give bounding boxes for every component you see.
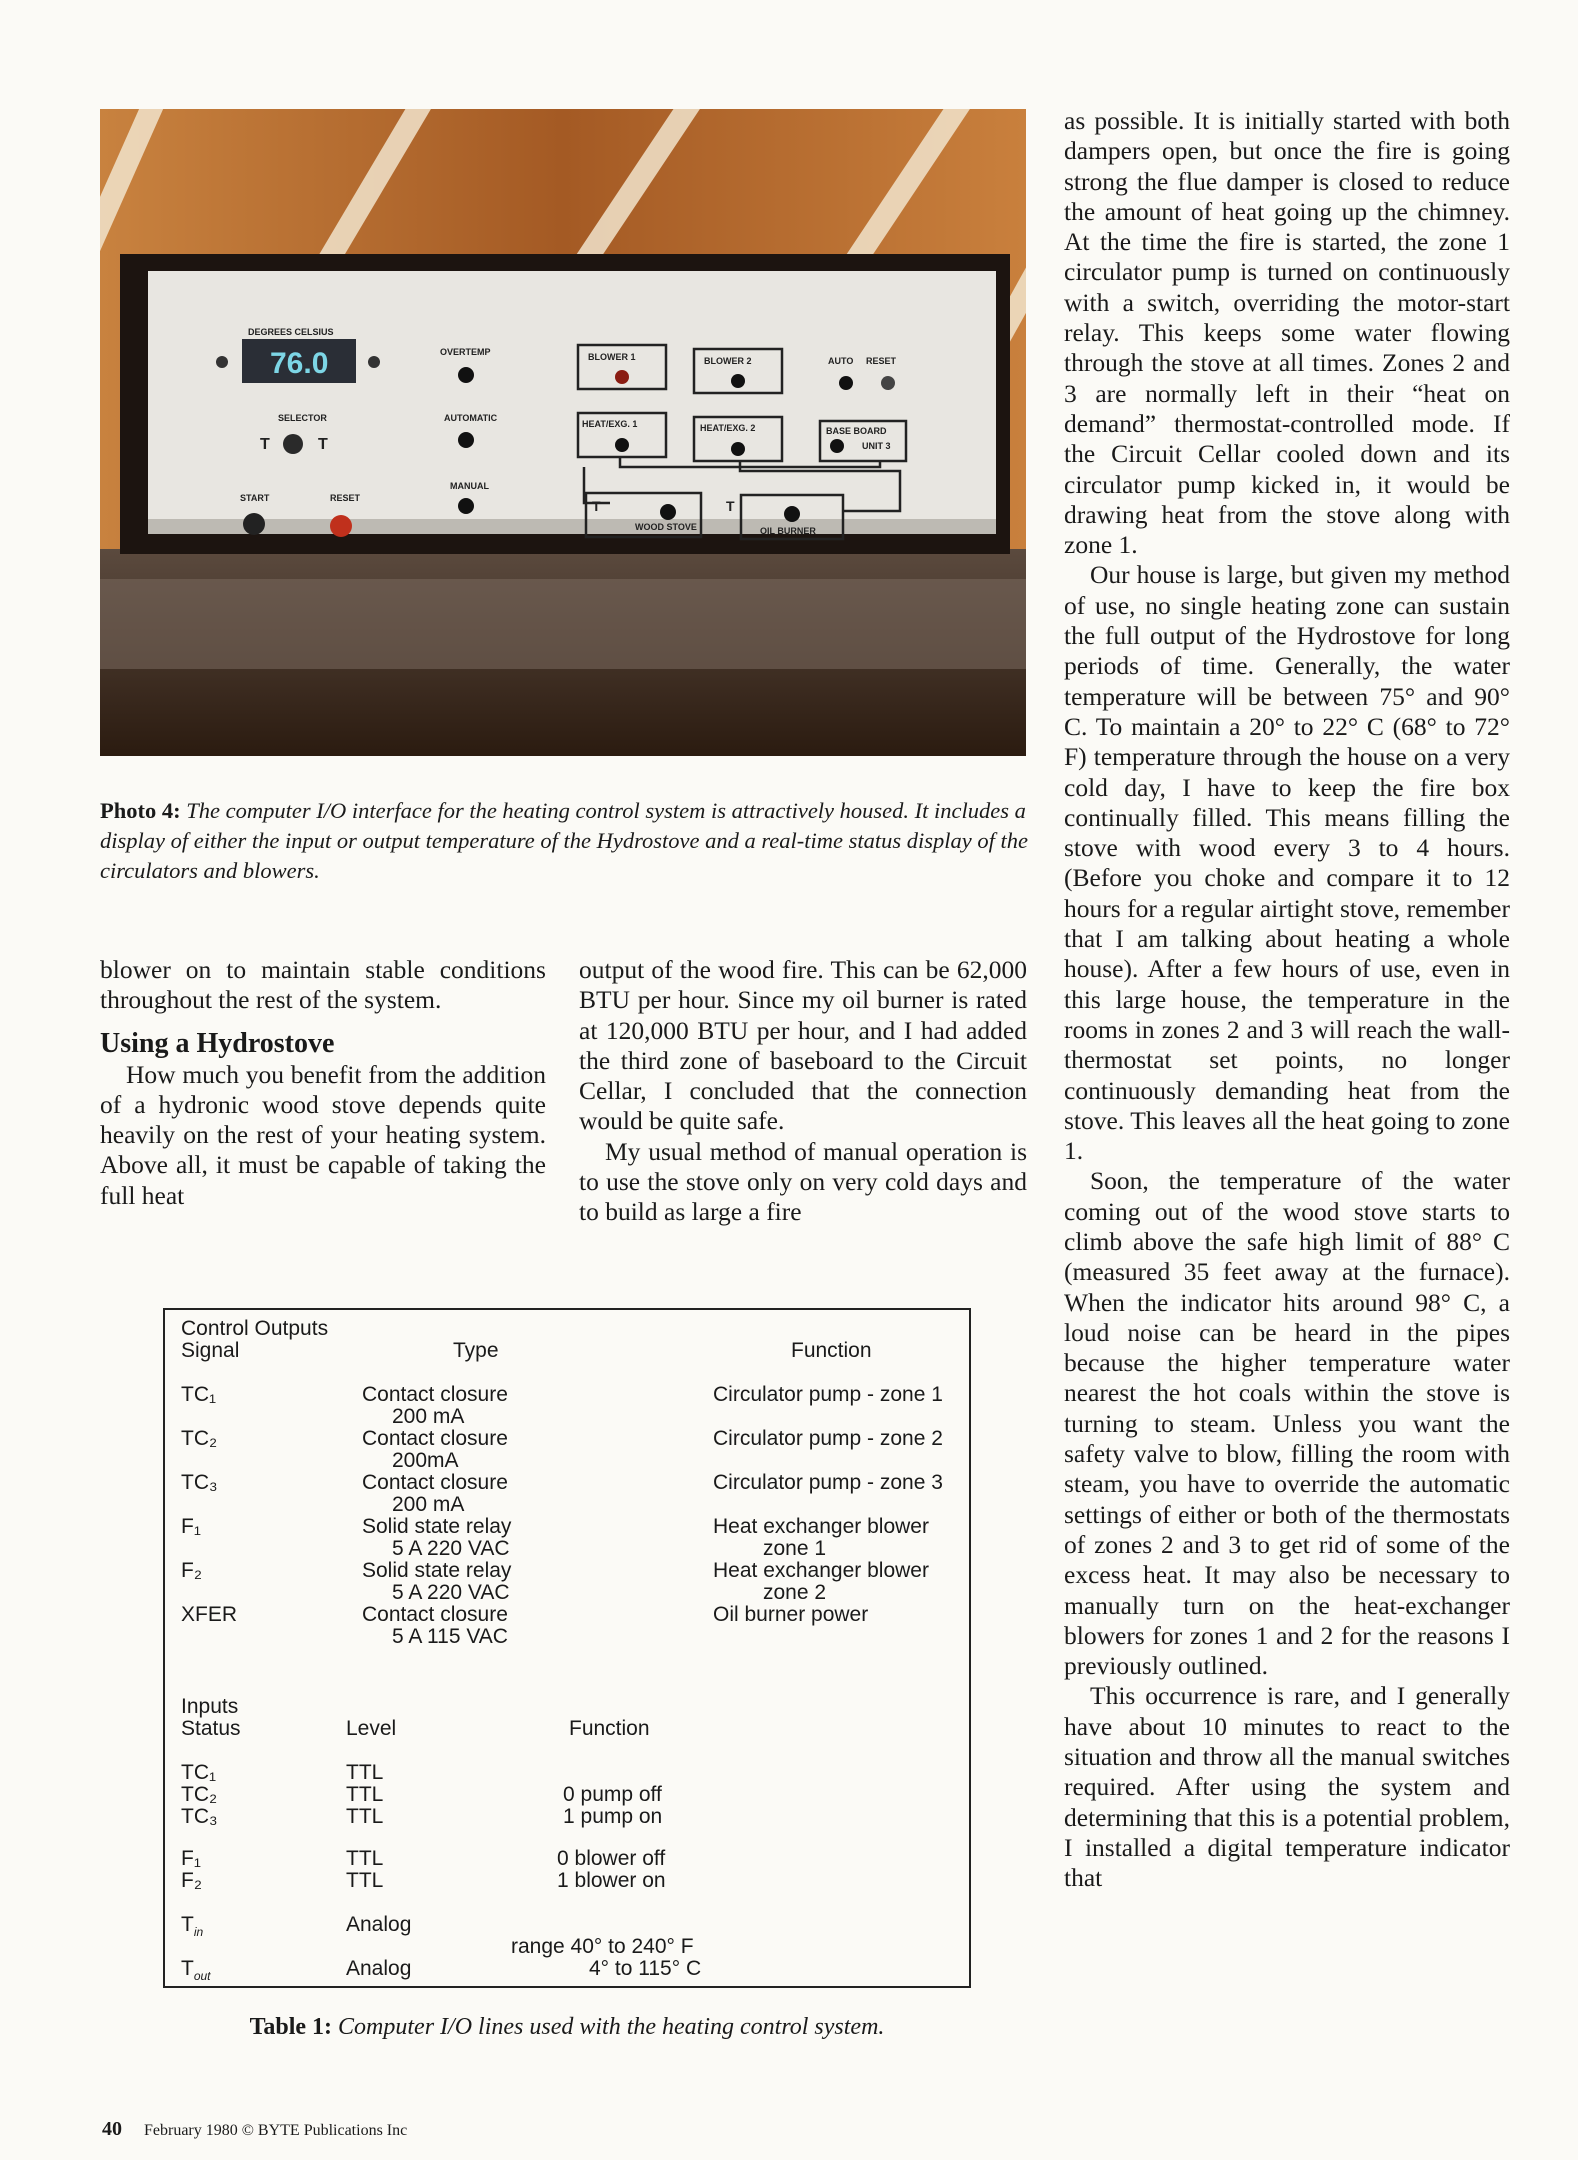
photo-caption	[100, 796, 1030, 886]
input-signal: $T_{in}$	[181, 1913, 204, 1940]
input-range: 4° to 115° C	[589, 1957, 702, 1980]
svg-text:BASE BOARD: BASE BOARD	[826, 426, 887, 436]
output-type: Contact closure	[362, 1603, 508, 1626]
output-signal: TC₂	[181, 1427, 218, 1450]
input-level: Analog	[346, 1957, 412, 1980]
text-column-3	[1064, 106, 1510, 1894]
input-level: TTL	[346, 1869, 384, 1892]
text-column-2	[579, 955, 1027, 1228]
page-number: 40	[102, 2118, 122, 2140]
output-function-detail: zone 1	[763, 1537, 827, 1560]
input-function: 0 pump off	[563, 1783, 662, 1806]
svg-text:BLOWER 1: BLOWER 1	[588, 352, 636, 362]
output-type: Contact closure	[362, 1427, 508, 1450]
output-type-detail: 200 mA	[392, 1493, 465, 1516]
output-type: Solid state relay	[362, 1559, 512, 1582]
svg-text:UNIT 3: UNIT 3	[862, 441, 891, 451]
paragraph: How much you benefit from the addition of a hydronic wood stove depends quite heavily on the rest of your heating system. Above all, it must be capable of taking the full heat	[100, 1059, 546, 1210]
photo-heating-controller	[100, 109, 1026, 756]
input-signal: TC₃	[181, 1805, 218, 1828]
svg-text:SELECTOR: SELECTOR	[278, 413, 327, 423]
output-function: Oil burner power	[713, 1603, 869, 1626]
output-type: Solid state relay	[362, 1515, 512, 1538]
input-level: TTL	[346, 1761, 384, 1784]
output-signal: F₂	[181, 1559, 202, 1582]
svg-text:DEGREES CELSIUS: DEGREES CELSIUS	[248, 327, 334, 337]
paragraph: This occurrence is rare, and I generally have about 10 minutes to react to the situation and throw all the manual switches required. After using the system and determining that this is a potential problem, I installed a digital temperature indicator that	[1064, 1681, 1510, 1893]
output-type-detail: 200 mA	[392, 1405, 465, 1428]
input-signal: F₁	[181, 1847, 201, 1870]
outputs-title: Control Outputs	[181, 1317, 329, 1340]
input-function: 1 pump on	[563, 1805, 663, 1828]
svg-text:T: T	[726, 498, 735, 514]
io-lines-table	[163, 1308, 971, 1988]
svg-text:OIL BURNER: OIL BURNER	[760, 526, 816, 536]
photo-caption-text: The computer I/O interface for the heating control system is attractively housed. It includes a display of either the input or output temperature of the Hydrostove and a real-time status display of the circulators and blowers.	[100, 798, 1029, 883]
table-caption-label: Table 1:	[249, 2014, 333, 2040]
output-function: Heat exchanger blower	[713, 1559, 929, 1582]
svg-text:HEAT/EXG. 1: HEAT/EXG. 1	[582, 419, 638, 429]
text-column-1	[100, 955, 546, 1211]
input-function: 1 blower on	[557, 1869, 666, 1892]
output-function-detail: zone 2	[763, 1581, 827, 1604]
photo-caption-label: Photo 4:	[100, 798, 181, 823]
output-type-detail: 5 A 220 VAC	[392, 1581, 510, 1604]
output-function: Circulator pump - zone 1	[713, 1383, 943, 1406]
paragraph: My usual method of manual operation is to use the stove only on very cold days and to build as large a fire	[579, 1136, 1027, 1227]
col-header-function: Function	[791, 1339, 872, 1362]
svg-text:HEAT/EXG. 2: HEAT/EXG. 2	[700, 423, 756, 433]
photo-image	[100, 109, 1026, 756]
input-signal: TC₁	[181, 1761, 217, 1784]
col-header-type: Type	[453, 1339, 499, 1362]
output-signal: TC₁	[181, 1383, 217, 1406]
table-caption-text: Computer I/O lines used with the heating control system.	[338, 2014, 885, 2040]
input-signal: F₂	[181, 1869, 202, 1892]
input-level: TTL	[346, 1847, 384, 1870]
output-function: Heat exchanger blower	[713, 1515, 929, 1538]
input-signal: TC₂	[181, 1783, 218, 1806]
col-header-signal: Signal	[181, 1339, 240, 1362]
output-type-detail: 5 A 220 VAC	[392, 1537, 510, 1560]
page-footer	[102, 2118, 407, 2141]
output-function: Circulator pump - zone 3	[713, 1471, 943, 1494]
input-level: TTL	[346, 1783, 384, 1806]
svg-text:AUTOMATIC: AUTOMATIC	[444, 413, 498, 423]
svg-text:T: T	[260, 436, 270, 453]
input-signal: $T_{out}$	[181, 1957, 211, 1984]
section-heading: Using a Hydrostove	[100, 1027, 335, 1059]
inputs-title: Inputs	[181, 1695, 239, 1718]
svg-text:RESET: RESET	[866, 356, 897, 366]
svg-text:76.0: 76.0	[270, 347, 329, 380]
output-type-detail: 200mA	[392, 1449, 459, 1472]
input-level: Analog	[346, 1913, 412, 1936]
paragraph: blower on to maintain stable conditions throughout the rest of the system.	[100, 955, 546, 1015]
footer-credit: February 1980 © BYTE Publications Inc	[144, 2122, 408, 2139]
svg-text:BLOWER 2: BLOWER 2	[704, 356, 752, 366]
col-header-input-function: Function	[569, 1717, 650, 1740]
svg-text:WOOD STOVE: WOOD STOVE	[635, 522, 697, 532]
output-signal: XFER	[181, 1603, 238, 1626]
svg-text:AUTO: AUTO	[828, 356, 854, 366]
paragraph: output of the wood fire. This can be 62,000 BTU per hour. Since my oil burner is rated at 120,000 BTU per hour, and I had added the third zone of baseboard to the Circuit Cellar, I concluded that the connection would be quite safe.	[579, 955, 1027, 1136]
input-range: range 40° to 240° F	[511, 1935, 694, 1958]
svg-text:START: START	[240, 493, 270, 503]
svg-text:OVERTEMP: OVERTEMP	[440, 347, 491, 357]
svg-text:MANUAL: MANUAL	[450, 481, 489, 491]
paragraph: Soon, the temperature of the water coming out of the wood stove starts to climb above the safe high limit of 88° C (measured 35 feet away at the furnace). When the indicator hits around 98° C, a loud noise can be heard in the pipes because the higher temperature water nearest the hot coals within the stove is turning to steam. Unless you want the safety valve to blow, filling the room with steam, you have to override the automatic settings of either or both of the thermostats of zones 2 and 3 to get rid of some of the excess heat. It may also be necessary to manually turn on the heat-exchanger blowers for zones 1 and 2 for the reasons I previously outlined.	[1064, 1166, 1510, 1681]
svg-text:T: T	[318, 436, 328, 453]
output-type: Contact closure	[362, 1383, 508, 1406]
output-type-detail: 5 A 115 VAC	[392, 1625, 508, 1648]
output-function: Circulator pump - zone 2	[713, 1427, 943, 1450]
output-signal: F₁	[181, 1515, 201, 1538]
output-type: Contact closure	[362, 1471, 508, 1494]
paragraph: as possible. It is initially started with both dampers open, but once the fire is going strong the flue damper is closed to reduce the amount of heat going up the chimney. At the time the fire is started, the zone 1 circulator pump is turned on continuously with a switch, overriding the motor-start relay. This keeps some water flowing through the stove at all times. Zones 2 and 3 are normally left in their “heat on demand” thermostat-controlled mode. If the Circuit Cellar cooled down and its circulator pump kicked in, it would be drawing heat from the stove along with zone 1.	[1064, 106, 1510, 560]
svg-text:T: T	[592, 498, 601, 514]
svg-text:RESET: RESET	[330, 493, 361, 503]
output-signal: TC₃	[181, 1471, 218, 1494]
col-header-status: Status	[181, 1717, 241, 1740]
col-header-level: Level	[346, 1717, 397, 1740]
paragraph: Our house is large, but given my method of use, no single heating zone can sustain the full output of the Hydrostove for long periods of time. Generally, the water temperature will be between 75° and 90° C. To maintain a 20° to 22° C (68° to 72° F) temperature through the house on a very cold day, I have to keep the fire box continually filled. This means filling the stove with wood every 3 to 4 hours. (Before you choke and compare it to 12 hours for a regular airtight stove, remember that I am talking about heating a whole house). After a few hours of use, even in this large house, the temperature in the rooms in zones 2 and 3 will reach the wall-thermostat set points, no longer continuously demanding heat from the stove. This leaves all the heat going to zone 1.	[1064, 560, 1510, 1166]
table-caption	[163, 2014, 971, 2041]
input-function: 0 blower off	[557, 1847, 666, 1870]
input-level: TTL	[346, 1805, 384, 1828]
